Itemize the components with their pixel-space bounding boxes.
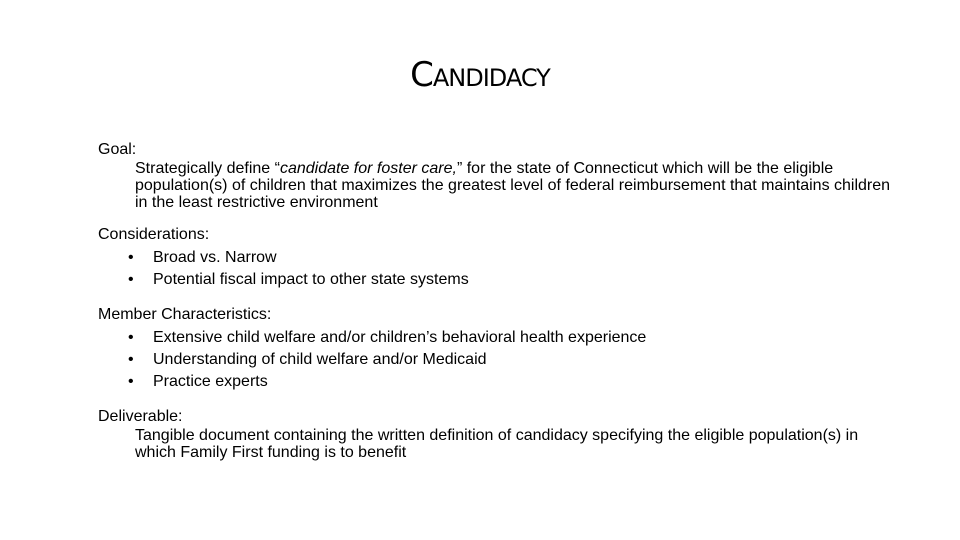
list-item-text: Potential fiscal impact to other state systems (153, 271, 469, 288)
deliverable-label: Deliverable: (98, 408, 183, 425)
list-item-text: Broad vs. Narrow (153, 249, 277, 266)
goal-text-before: Strategically define “ (135, 160, 280, 177)
bullet-icon: • (128, 271, 134, 288)
list-item-text: Understanding of child welfare and/or Medicaid (153, 351, 487, 368)
goal-text-italic: candidate for foster care, (279, 160, 457, 177)
goal-label: Goal: (98, 141, 137, 158)
goal-section (98, 140, 898, 211)
goal-text (135, 160, 898, 211)
list-item (98, 327, 898, 349)
list-item (98, 349, 898, 371)
slide-title: Candidacy (410, 55, 550, 95)
goal-text-after: ” for the state of Connecticut which will be the eligible population(s) of children that maximizes the greatest level of federal reimbursement that maintains children in the least restrictive environment (135, 160, 891, 211)
list-item (98, 247, 898, 269)
member-characteristics-list (98, 327, 898, 393)
bullet-icon: • (128, 249, 134, 266)
considerations-list (98, 247, 898, 291)
considerations-section (98, 225, 898, 291)
member-characteristics-section (98, 305, 898, 393)
list-item-text: Practice experts (153, 373, 268, 390)
deliverable-section (98, 407, 898, 461)
bullet-icon: • (128, 329, 134, 346)
considerations-label: Considerations: (98, 226, 210, 243)
list-item (98, 269, 898, 291)
bullet-icon: • (128, 373, 134, 390)
bullet-icon: • (128, 351, 134, 368)
deliverable-text: Tangible document containing the written definition of candidacy specifying the eligible population(s) in which Family First funding is to benefit (135, 427, 859, 461)
list-item-text: Extensive child welfare and/or children’s behavioral health experience (153, 329, 647, 346)
list-item (98, 371, 898, 393)
slide-content (98, 140, 898, 475)
member-characteristics-label: Member Characteristics: (98, 306, 272, 323)
